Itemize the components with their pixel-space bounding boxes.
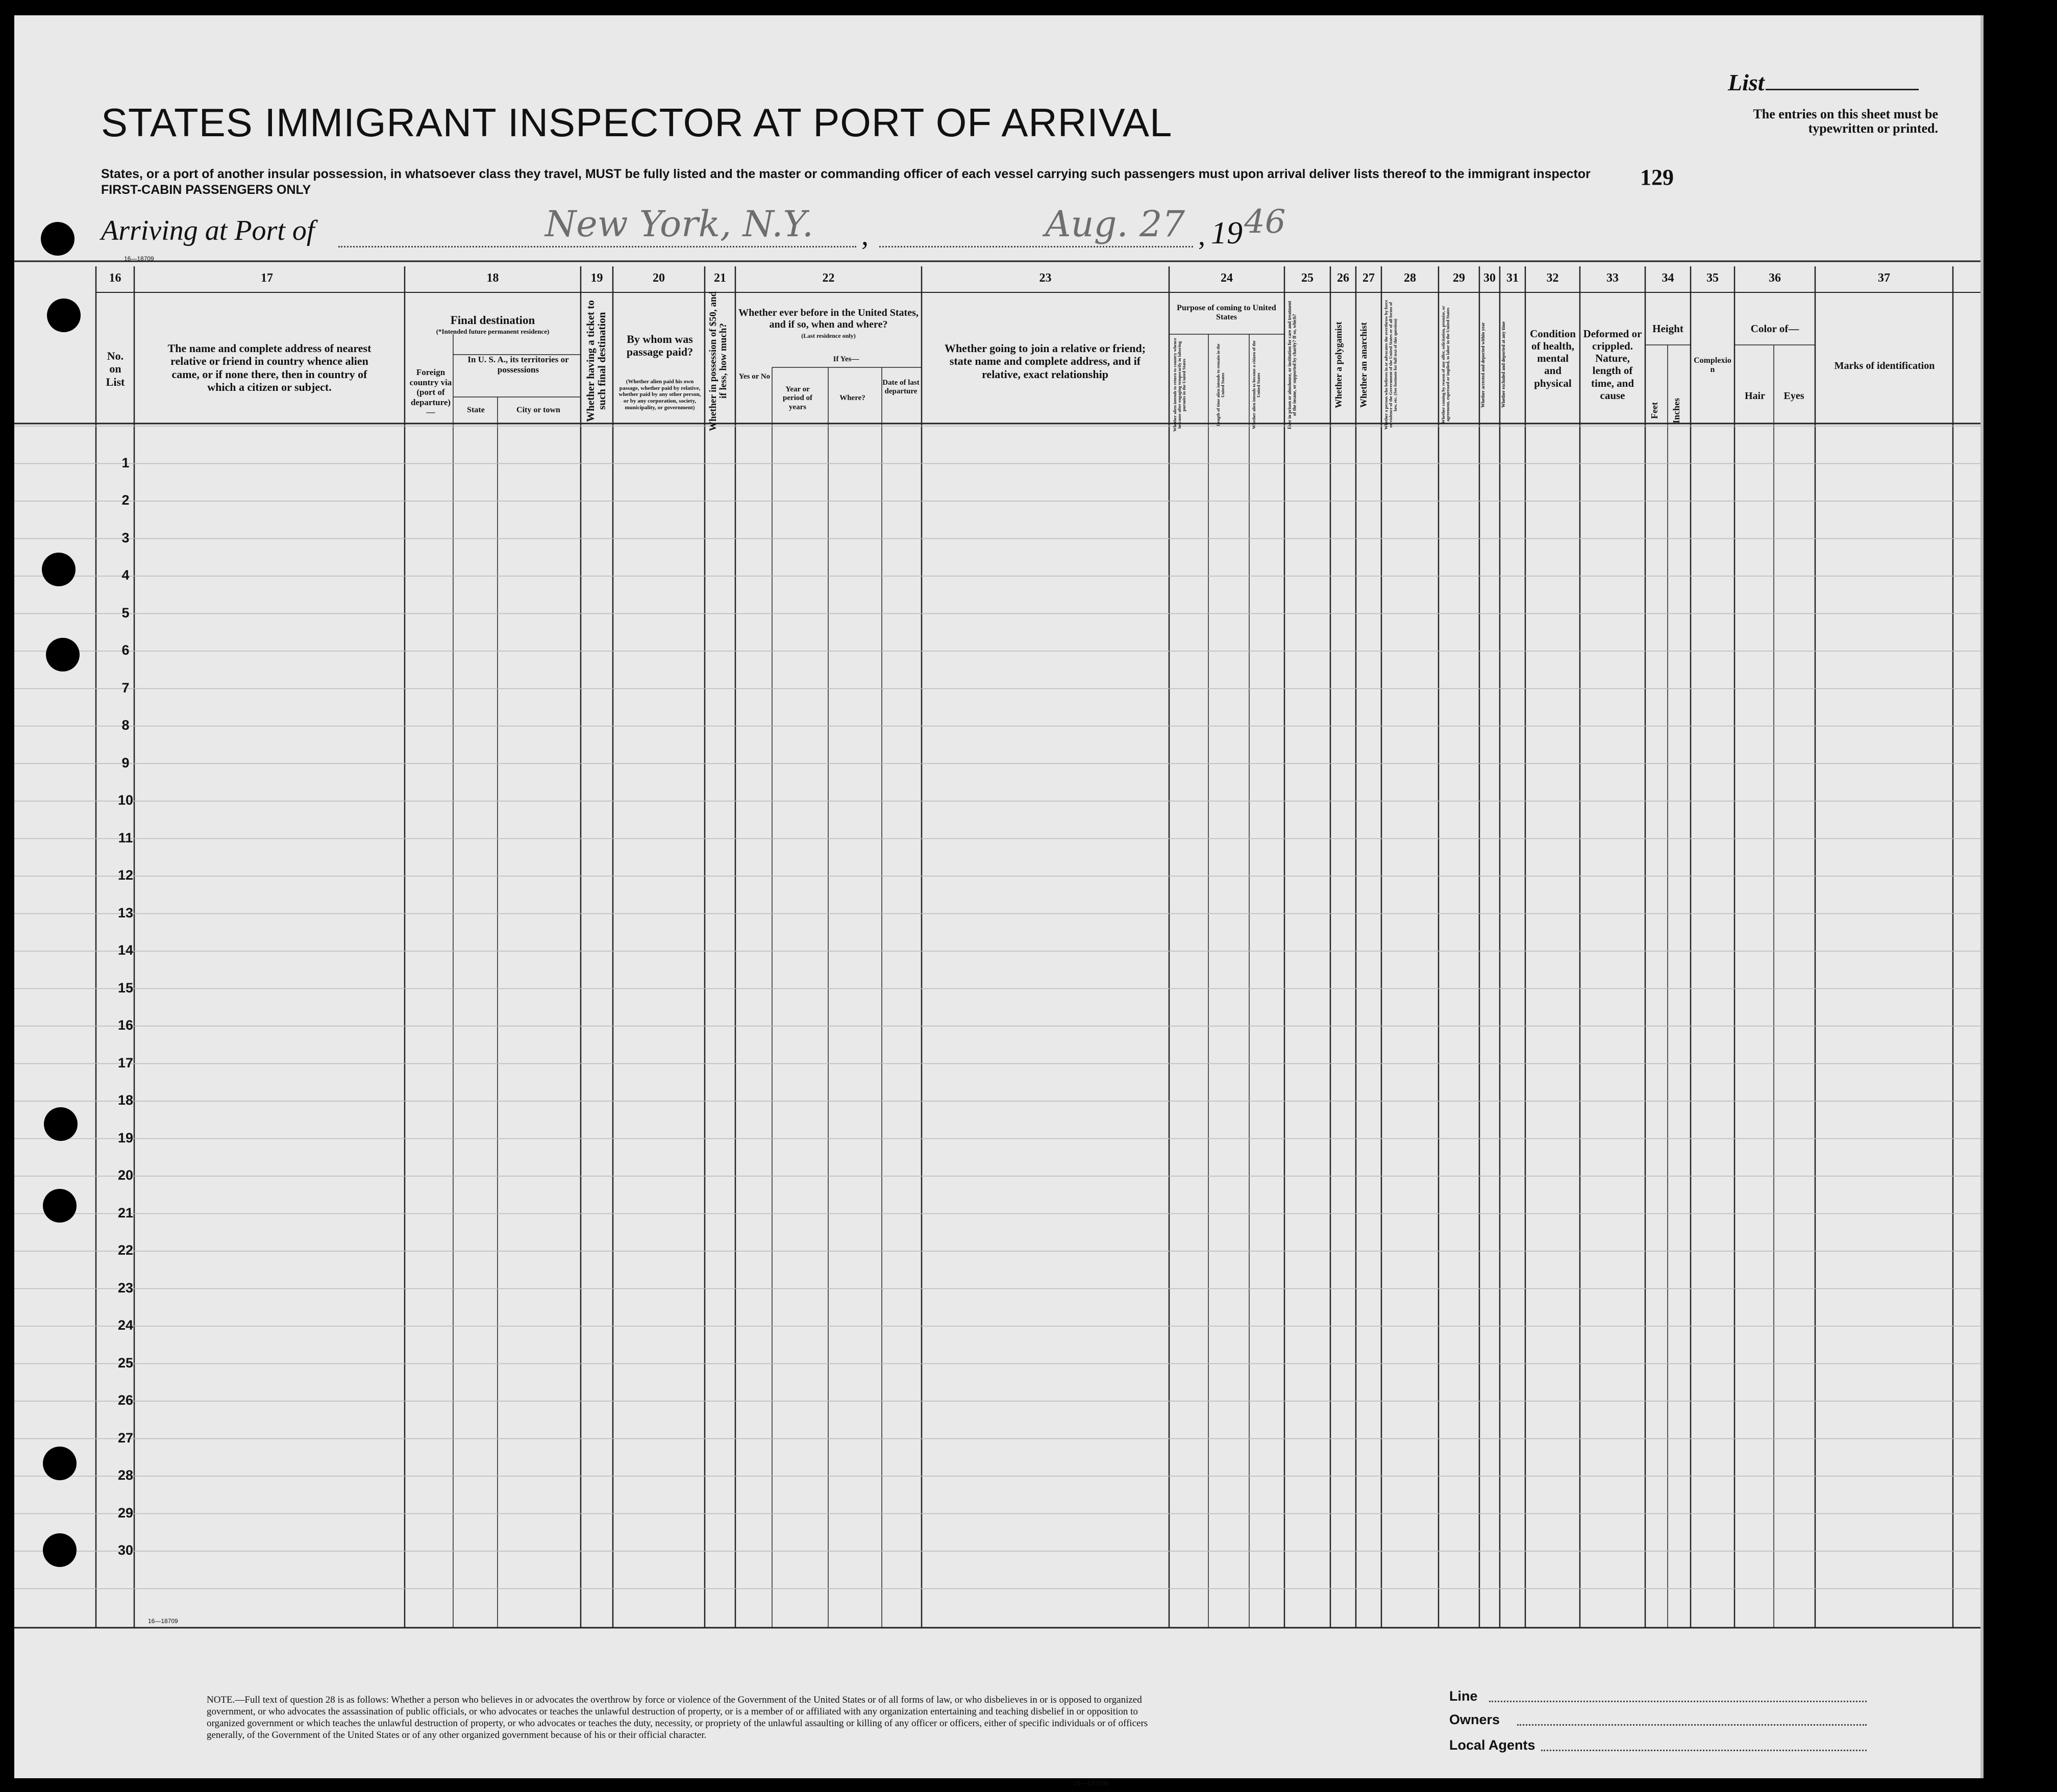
col-34-inches: Inches: [1671, 398, 1681, 424]
col-18-state: State: [467, 406, 485, 414]
year-prefix: 19: [1211, 216, 1243, 251]
col-36-number: 36: [1769, 271, 1781, 285]
punch-hole: [43, 1447, 77, 1480]
col-37-number: 37: [1878, 271, 1890, 285]
col-26-header: Whether a polygamist: [1333, 321, 1344, 408]
comma-separator-2: ,: [1198, 220, 1205, 252]
row-number: 18: [117, 1092, 134, 1108]
passenger-class-label: FIRST-CABIN PASSENGERS ONLY: [101, 183, 311, 197]
col-23-header: Whether going to join a relative or friend; state name and complete address, and if relative, exact relationship: [944, 342, 1146, 381]
col-20-subheader: (Whether alien paid his own passage, whether paid by relative, whether paid by any other person, or by any corporation, society, municipality, or government): [618, 379, 701, 411]
owners-label: Owners: [1449, 1712, 1500, 1727]
col-34-number: 34: [1662, 271, 1674, 285]
row-number: 14: [117, 942, 134, 958]
col-24-header: Purpose of coming to United States: [1177, 304, 1276, 322]
row-number: 20: [117, 1167, 134, 1183]
col-34-header: Height: [1652, 322, 1683, 335]
line-field[interactable]: [1489, 1701, 1867, 1702]
row-number: 24: [117, 1317, 134, 1333]
col-25-header: Ever in prison or almshouse, or institution for care and treatment of the insane, or supported by charity? If so, which?: [1287, 301, 1297, 429]
col-30-header: Whether arrested and deported within year: [1480, 322, 1485, 408]
row-number: 22: [117, 1242, 134, 1258]
row-number: 8: [121, 717, 130, 733]
line-label: Line: [1449, 1688, 1478, 1704]
col-18-foreign: Foreign country via (port of departure)—: [409, 367, 452, 417]
row-number: 23: [117, 1280, 134, 1296]
row-number: 5: [121, 605, 130, 620]
col-22-if-yes: If Yes—: [833, 355, 859, 363]
col-18-city: City or town: [516, 406, 560, 414]
row-number: 11: [118, 830, 133, 845]
col-27-header: Whether an anarchist: [1358, 322, 1369, 408]
row-number: 27: [117, 1430, 134, 1446]
col-29-number: 29: [1453, 271, 1465, 285]
row-number: 15: [117, 980, 134, 995]
form-number-top: 16—18709: [124, 255, 154, 262]
row-number: 17: [117, 1055, 134, 1071]
col-24a-header: Whether alien intends to return to country whence he came after engaging temporarily in laboring pursuits in the United States: [1172, 338, 1186, 432]
col-37-header: Marks of identification: [1834, 360, 1935, 371]
col-17-header: The name and complete address of nearest relative or friend in country whence alien came, or if none there, then in country of which a citizen or subject.: [167, 342, 371, 393]
col-22-where: Where?: [839, 394, 865, 402]
col-20-header: By whom was passage paid?: [626, 333, 693, 359]
col-35-header: Complexion: [1694, 356, 1731, 375]
row-number: 19: [117, 1130, 134, 1146]
row-number: 4: [121, 567, 130, 583]
col-24c-header: Whether alien intends to become a citizen of the United States: [1251, 340, 1261, 430]
col-33-number: 33: [1606, 271, 1619, 285]
col-22-yes-no: Yes or No: [738, 372, 771, 381]
row-number: 13: [117, 905, 134, 920]
punch-hole: [46, 638, 80, 671]
manifest-sheet: [14, 15, 1980, 1787]
col-23-number: 23: [1039, 271, 1052, 285]
col-34-feet: Feet: [1649, 402, 1659, 419]
col-22-date: Date of last departure: [882, 379, 920, 396]
col-28-number: 28: [1404, 271, 1416, 285]
col-32-header: Condition of health, mental and physical: [1530, 328, 1576, 389]
col-30-number: 30: [1483, 271, 1496, 285]
row-number: 30: [117, 1542, 134, 1558]
row-number: 1: [121, 455, 130, 470]
col-22-subheader: (Last residence only): [801, 332, 856, 339]
list-label: List: [1728, 69, 1765, 95]
row-number: 12: [117, 867, 134, 883]
form-number-bottom: 16—18709: [148, 1617, 178, 1625]
col-18-header: Final destination: [450, 314, 535, 327]
row-number: 29: [117, 1505, 134, 1521]
row-number: 28: [117, 1467, 134, 1483]
local-agents-field[interactable]: [1541, 1750, 1867, 1751]
col-31-header: Whether excluded and deported at any time: [1501, 321, 1506, 408]
col-16-number: 16: [109, 271, 121, 285]
col-22-header: Whether ever before in the United States, and if so, when and where?: [738, 307, 919, 330]
row-number: 6: [121, 642, 130, 658]
form-title: STATES IMMIGRANT INSPECTOR AT PORT OF ARRIVAL: [101, 100, 1173, 145]
punch-hole: [43, 1189, 77, 1223]
col-31-number: 31: [1506, 271, 1519, 285]
col-22-number: 22: [822, 271, 835, 285]
sheet-number: 129: [1640, 165, 1674, 190]
row-number: 21: [117, 1205, 134, 1221]
date-handwritten[interactable]: Aug. 27: [1045, 203, 1185, 245]
sheet-edge: [1980, 15, 1984, 1778]
port-handwritten[interactable]: New York, N.Y.: [545, 203, 813, 245]
row-number: 26: [117, 1392, 134, 1408]
footnote-question-28: NOTE.—Full text of question 28 is as follows: Whether a person who believes in or advocates the overthrow by force or violence of the Government of the United States or of all forms of law, or who disbelieves in or is opposed to organized government, or who advocates the assassination of public officials, or who advocates or teaches the unlawful destruction of property, or is a member of or affiliated with any organization entertaining and teaching disbelief in or opposition to organized government or which teaches the unlawful destruction of property, or who advocates or teaches the duty, necessity, or propriety of the unlawful assaulting or killing of any officer or officers, either of specific individuals or of officers generally, of the Government of the United States or of any other organized government because of his or their official character.: [207, 1695, 1148, 1740]
col-22-year: Year or period of years: [783, 385, 812, 411]
punch-hole: [42, 553, 76, 586]
col-21-header: Whether in possession of $50, and if less, how much?: [708, 291, 729, 431]
col-19-number: 19: [590, 271, 603, 285]
col-18-subheader: (*Intended future permanent residence): [436, 328, 550, 335]
col-19-header: Whether having a ticket to such final destination: [584, 300, 608, 422]
punch-hole: [44, 1107, 78, 1141]
col-24-number: 24: [1221, 271, 1233, 285]
typewritten-notice: The entries on this sheet must be typewritten or printed.: [1753, 107, 1938, 136]
col-29-header: Whether coming by reason of any offer, solicitation, promise, or agreement, expressed or implied, to labor in the United States: [1441, 306, 1450, 424]
punch-hole: [47, 298, 81, 332]
local-agents-label: Local Agents: [1449, 1737, 1535, 1753]
row-number: 10: [117, 792, 134, 808]
col-26-number: 26: [1337, 271, 1349, 285]
owners-field[interactable]: [1517, 1724, 1867, 1726]
col-33-header: Deformed or crippled. Nature, length of time, and cause: [1583, 328, 1642, 402]
col-16-header: No. on List: [106, 350, 125, 388]
comma-separator: ,: [861, 220, 869, 252]
col-18-number: 18: [486, 271, 499, 285]
punch-hole: [41, 222, 75, 256]
col-20-number: 20: [653, 271, 665, 285]
col-25-number: 25: [1301, 271, 1313, 285]
col-36-header: Color of—: [1750, 322, 1799, 335]
col-17-number: 17: [261, 271, 273, 285]
punch-hole: [43, 1533, 77, 1567]
arriving-label: Arriving at Port of: [101, 215, 315, 246]
year-handwritten[interactable]: 46: [1244, 203, 1286, 241]
row-number: 2: [121, 492, 130, 508]
col-21-number: 21: [714, 271, 726, 285]
row-number: 25: [117, 1355, 134, 1371]
intro-instructions: States, or a port of another insular possession, in whatsoever class they travel, MUST be fully listed and the master or commanding officer of each vessel carrying such passengers must upon arrival deliver lists thereof to the immigrant inspector: [101, 167, 1591, 181]
row-number: 7: [121, 680, 130, 695]
col-28-header: Whether a person who believes in or advocates the overthrow by force or violence of the Government of the United States or of all forms of law, etc. (See footnote for full text of this question): [1383, 300, 1398, 430]
col-24b-header: Length of time alien intends to remain in the United States: [1216, 343, 1225, 427]
form-number-note: 16—18709b: [1073, 1779, 1109, 1787]
col-35-number: 35: [1706, 271, 1719, 285]
col-27-number: 27: [1362, 271, 1375, 285]
row-number: 3: [121, 530, 130, 545]
col-36-eyes: Eyes: [1783, 390, 1804, 402]
col-18-usa: In U. S. A., its territories or possessions: [467, 355, 569, 375]
row-number: 9: [121, 755, 130, 770]
row-number: 16: [117, 1017, 134, 1033]
col-36-hair: Hair: [1745, 390, 1765, 402]
col-32-number: 32: [1546, 271, 1559, 285]
